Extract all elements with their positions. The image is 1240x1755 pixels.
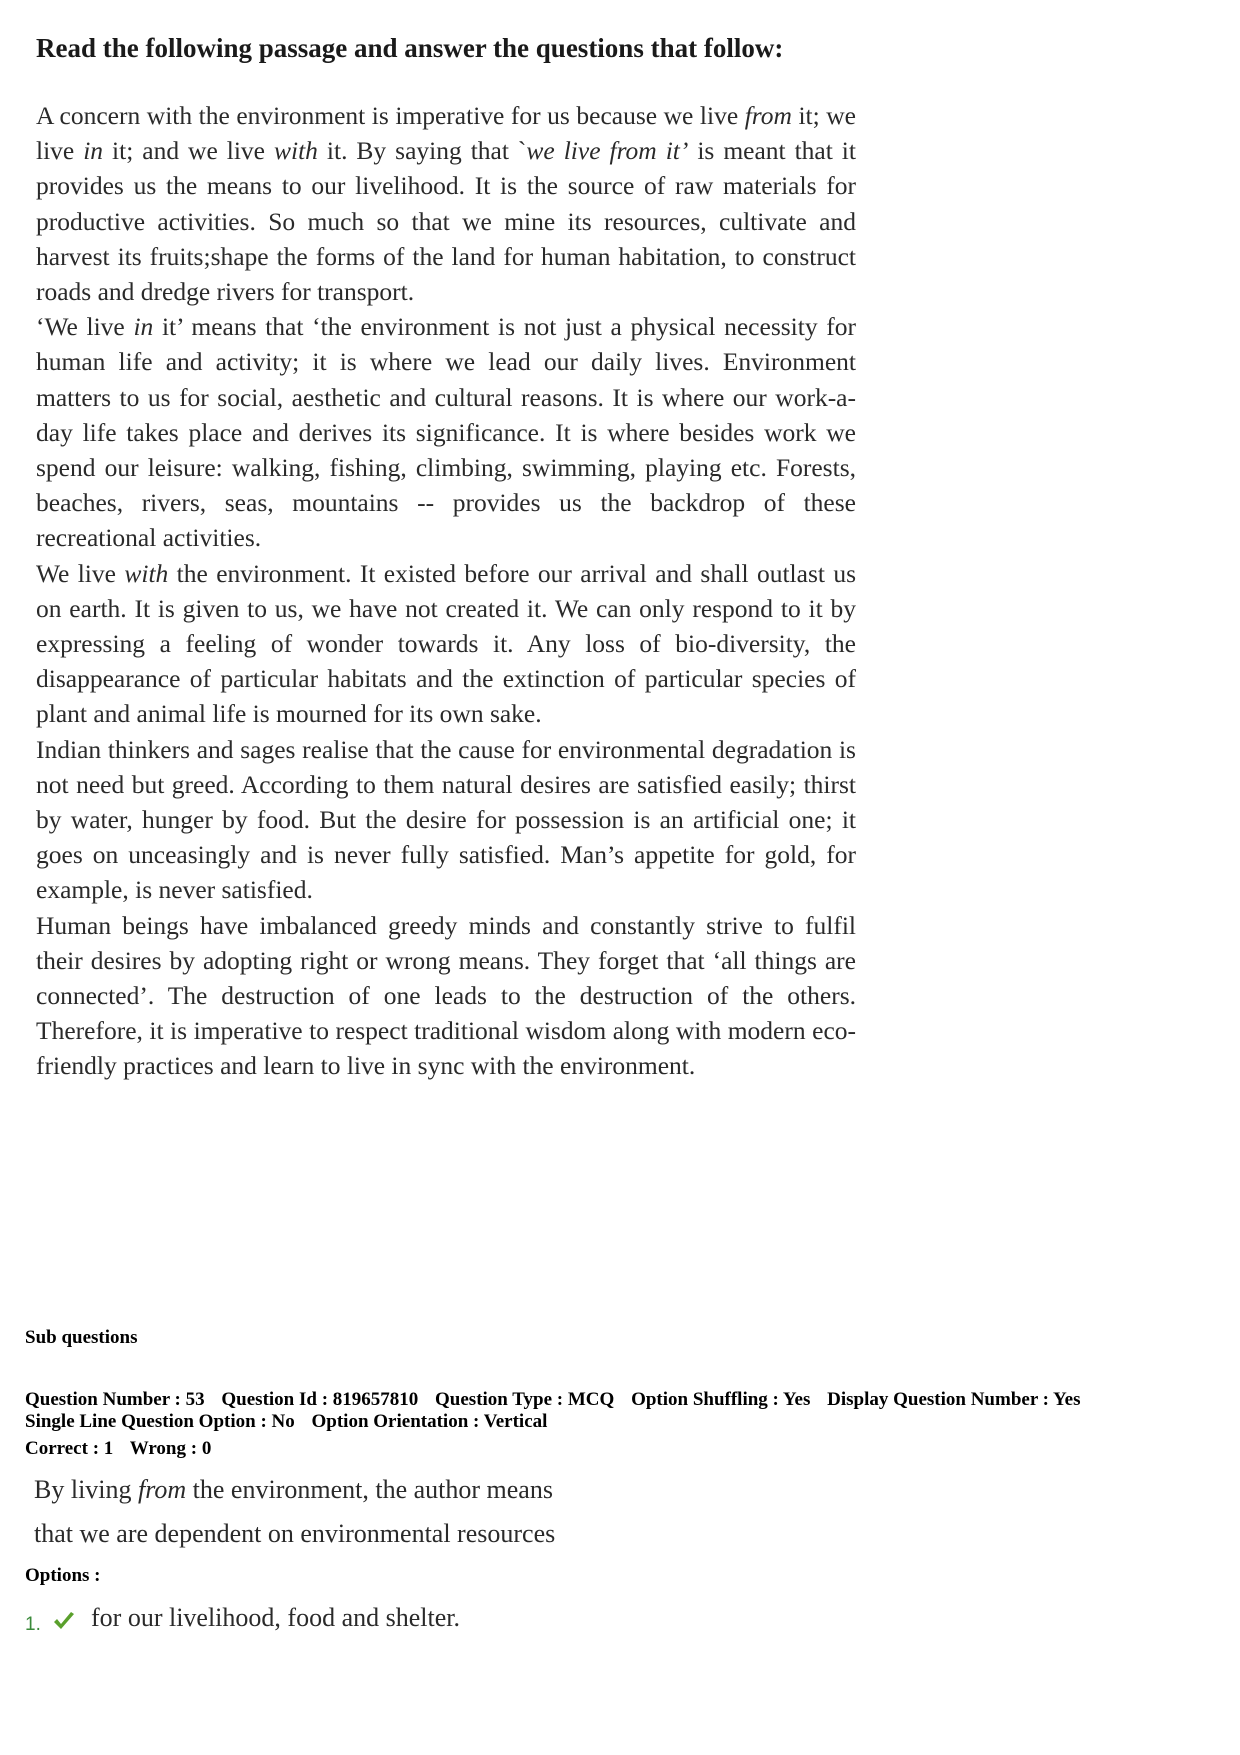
- question-text: [34, 1468, 555, 1556]
- question-id: Question Id : 819657810: [221, 1389, 419, 1410]
- wrong-marks: Wrong : 0: [129, 1438, 212, 1459]
- passage-paragraph-2: ‘We live in it’ means that ‘the environment is not just a physical necessity for human life and activity; it is where we lead our daily lives. Environment matters to us for social, aesthetic and cultural reasons. It is where our work-a-day life takes place and derives its significance. It is where besides work we spend our leisure: walking, fishing, climbing, swimming, playing etc. Forests, beaches, rivers, seas, mountains -- provides us the backdrop of these recreational activities.: [36, 312, 856, 553]
- passage-block: [36, 30, 856, 1084]
- question-line-2: that we are dependent on environmental resources: [34, 1519, 556, 1548]
- passage-paragraph-5: Human beings have imbalanced greedy minds and constantly strive to fulfil their desires by adopting right or wrong means. They forget that ‘all things are connected’. The destruction of one leads to the destruction of the others. Therefore, it is imperative to respect traditional wisdom along with modern eco-friendly practices and learn to live in sync with the environment.: [36, 910, 856, 1081]
- question-number: Question Number : 53: [25, 1389, 205, 1410]
- option-text: for our livelihood, food and shelter.: [91, 1603, 460, 1632]
- marks-info: [25, 1438, 223, 1460]
- passage-paragraph-3: We live with the environment. It existed before our arrival and shall outlast us on earth. It is given to us, we have not created it. We can only respond to it by expressing a feeling of wonder towards it. Any loss of bio-diversity, the disappearance of particular habitats and the extinction of particular species of plant and animal life is mourned for its own sake.: [36, 558, 857, 729]
- single-line-question-option: Single Line Question Option : No: [25, 1411, 295, 1432]
- passage-paragraph-4: Indian thinkers and sages realise that the cause for environmental degradation is not need but greed. According to them natural desires are satisfied easily; thirst by water, hunger by food. But the desire for possession is an artificial one; it goes on unceasingly and is never fully satisfied. Man’s appetite for gold, for example, is never satisfied.: [36, 734, 856, 905]
- passage-paragraph-1: A concern with the environment is imperative for us because we live from it; we live in it; and we live with it. By saying that `we live from it’ is meant that it provides us the means to our livelihood. It is the source of raw materials for productive activities. So much so that we mine its resources, cultivate and harvest its fruits;shape the forms of the land for human habitation, to construct roads and dredge rivers for transport.: [36, 101, 856, 307]
- option-shuffling: Option Shuffling : Yes: [631, 1389, 811, 1410]
- sub-questions-label: Sub questions: [25, 1327, 138, 1348]
- question-type: Question Type : MCQ: [435, 1389, 615, 1410]
- correct-check-icon: [51, 1608, 77, 1634]
- options-label: Options :: [25, 1565, 101, 1586]
- correct-marks: Correct : 1: [25, 1438, 114, 1459]
- option-number: 1.: [25, 1614, 41, 1635]
- display-question-number: Display Question Number : Yes: [827, 1389, 1081, 1410]
- option-orientation: Option Orientation : Vertical: [311, 1411, 548, 1432]
- passage-instruction: Read the following passage and answer the questions that follow:: [36, 33, 784, 63]
- option-1[interactable]: [25, 1598, 460, 1638]
- question-meta: [25, 1389, 1225, 1433]
- question-line-1: By living from the environment, the author means: [34, 1475, 553, 1504]
